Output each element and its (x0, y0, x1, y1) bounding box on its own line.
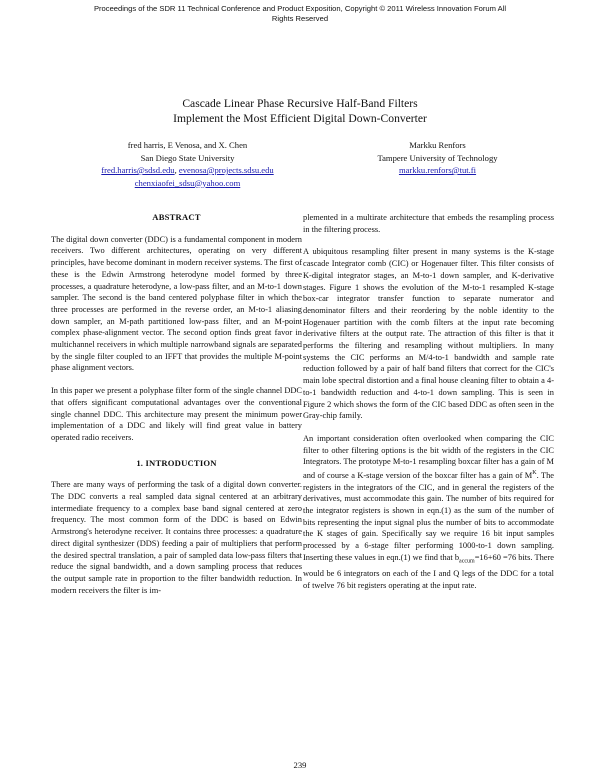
email-link-venosa[interactable]: evenosa@projects.sdsu.edu (178, 165, 274, 175)
accum-subscript: accum (459, 558, 475, 565)
email-link-chen[interactable]: chenxiaofei_sdsu@yahoo.com (134, 177, 241, 188)
affiliation-left: San Diego State University (140, 152, 235, 163)
title-line-2: Implement the Most Efficient Digital Down-Converter (173, 112, 427, 125)
abstract-paragraph-1: The digital down converter (DDC) is a fundamental component in modern receivers. Two different architectures, operating on very different principles, have become dominant in modern receiver systems. The first of these is the Edwin Armstrong heterodyne model formed by three processes, a quadrature heterodyne, a low-pass filter, and an M-to-1 down sampler. The second is the band centered polyphase filter in which the three processes are performed in the reverse order, an M-to-1 aliasing down sampler, an M-path partitioned low-pass filter, and an M-point complex phase-alignment vector. The second option finds great favor in multichannel receivers in which multiple narrowband signals are separated by the single filter coupled to an IFFT that provides the multiple M-point phase alignment vectors. (51, 234, 302, 373)
left-column (51, 212, 302, 607)
bit-width-text-b: . The registers in the integrators of the CIC, and in general the registers of the derivatives, must accommodate this gain. The number of bits required for the integrator registers is shown in eqn.(1) as the sum of the number of bits representing the input signal plus the number of bits to accommodate the K stages of gain. Specifically say we require 16 bit input samples processed by a 6-stage filter performing 1000-to-1 down sampling. Inserting these values in eqn.(1) we find that b (303, 470, 554, 562)
proceedings-header (40, 4, 560, 24)
authors-left (60, 139, 315, 189)
email-link-renfors[interactable]: markku.renfors@tut.fi (398, 165, 477, 175)
bit-width-text-c: =16+60 =76 bits. There would be 6 integrators on each of the I and Q legs of the DDC for a total of twelve 76 bit registers operating at the input rate. (303, 552, 554, 590)
introduction-heading: 1. INTRODUCTION (136, 457, 217, 468)
cic-paragraph: A ubiquitous resampling filter present in many systems is the K-stage cascade Integrator comb (CIC) or Hogenauer filter. This filter consists of K-digital integrator stages, an M-to-1 down sampler, and K-derivative stages. Figure 1 shows the evolution of the M-to-1 resampled K-stage box-car integrator transfer function to separate numerator and denominator filters and their reordering by the noble identity to the Hogenauer partition with the comb filters at the input rate becoming derivative filters at the output rate. The attraction of this filter is that it performs the filtering and resampling without multipliers. In many systems the CIC performs an M/4-to-1 bandwidth and sample rate reduction followed by a pair of half band filters that correct for the CIC's main lobe spectral distortion and a final house cleaning filter to obtain a 4-to-1 bandwidth reduction and 4-to-1 down sampling. This is seen in Figure 2 which shows the form of the CIC based DDC as often seen in the Gray-chip family. (303, 247, 554, 421)
abstract-paragraph-2: In this paper we present a polyphase filter form of the single channel DDC that offers significant computational advantages over the conventional single channel DDC. This architecture may present the minimum power implementation of a DDC and likely will find great value in battery operated radio receivers. (51, 386, 302, 442)
introduction-paragraph-1: There are many ways of performing the task of a digital down converter. The DDC converts a real sampled data signal centered at an arbitrary intermediate frequency to a complex base band signal centered at zero frequency. The most common form of the DDC is based on Edwin Armstrong's heterodyne receiver. It contains three processes: a quadrature direct digital synthesizer (DDS) feeding a pair of multipliers that perform the desired spectral translation, a pair of sampled data low-pass filters that reduce the signal bandwidth, and a down sampling process that reduces the output sample rate in proportion to the filter bandwidth reduction. In modern receivers the filter is im- (51, 480, 302, 595)
affiliation-right: Tampere University of Technology (377, 152, 498, 163)
author-names-left: fred harris, E Venosa, and X. Chen (127, 140, 248, 150)
email-separator: , (174, 165, 179, 175)
email-link-harris[interactable]: fred.harris@sdsd.edu (101, 165, 175, 175)
bit-width-text-a: An important consideration often overlooked when comparing the CIC filter to other filtering options is the bit width of the registers in the CIC Integrators. The prototype M-to-1 resampling boxcar filter has a gain of M and of course a K-stage version of the boxcar filter has a gain of M (303, 433, 554, 480)
page-number: 239 (293, 760, 307, 770)
title-line-1: Cascade Linear Phase Recursive Half-Band Filters (182, 97, 418, 110)
emails-left (60, 164, 315, 177)
bit-width-paragraph (303, 433, 554, 592)
paper-title (60, 96, 540, 126)
authors-right (310, 139, 565, 177)
author-names-right: Markku Renfors (409, 140, 466, 150)
abstract-heading: ABSTRACT (152, 212, 201, 222)
gain-exponent: K (532, 470, 537, 477)
header-line-1: Proceedings of the SDR 11 Technical Conference and Product Exposition, Copyright © 2011 Wireless Innovation Forum All (93, 4, 507, 13)
header-line-2: Rights Reserved (271, 14, 329, 23)
right-column (303, 212, 554, 603)
continued-paragraph: plemented in a multirate architecture that embeds the resampling process in the filtering process. (303, 213, 554, 234)
